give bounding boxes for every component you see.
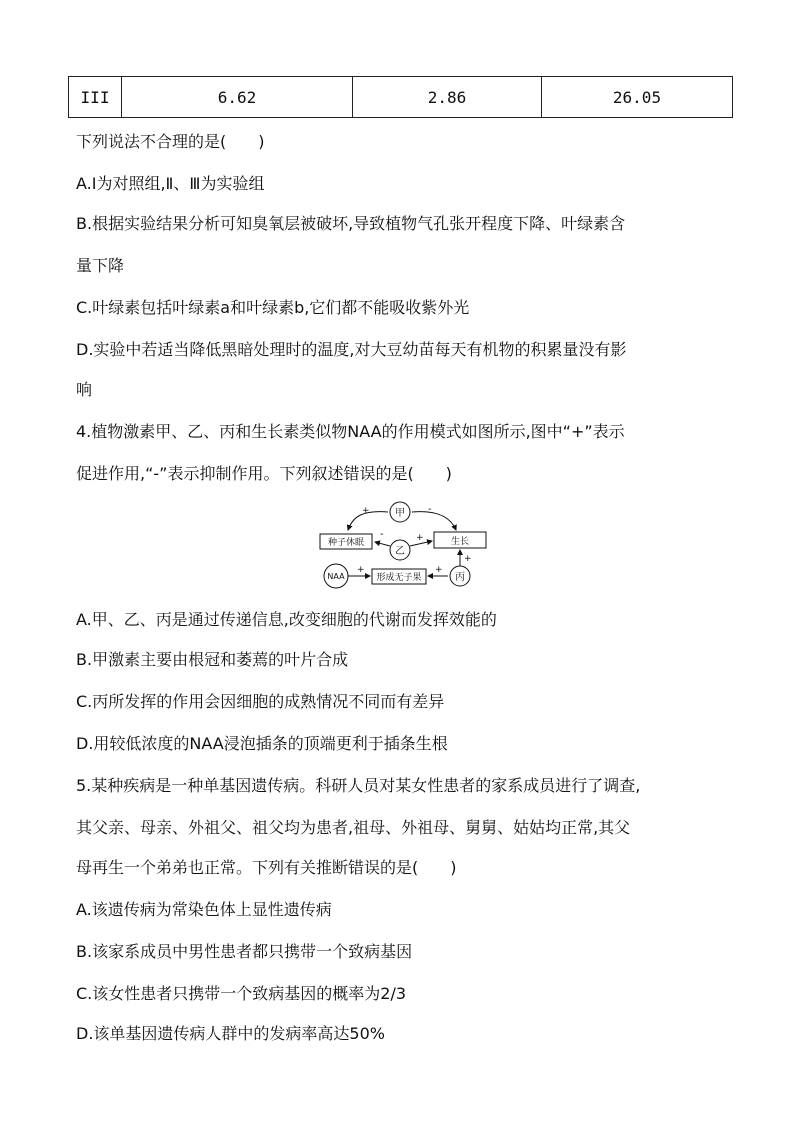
table-row [69, 77, 733, 118]
q5-stem: 5.某种疾病是一种单基因遗传病。科研人员对某女性患者的家系成员进行了调查, [76, 776, 641, 795]
sign-plus: + [416, 533, 424, 543]
table-cell: 2.86 [353, 77, 542, 118]
sign-plus: + [464, 554, 472, 564]
q4-stem-cont: 促进作用,“-”表示抑制作用。下列叙述错误的是( ) [76, 464, 452, 483]
growth-label: 生长 [450, 537, 470, 547]
naa-label: NAA [327, 572, 345, 581]
hormone-diagram [318, 500, 490, 592]
q5-option-a: A.该遗传病为常染色体上显性遗传病 [76, 900, 332, 919]
sign-plus: + [435, 565, 443, 575]
seed-dormancy-label: 种子休眠 [327, 538, 365, 548]
q4-option-c: C.丙所发挥的作用会因细胞的成熟情况不同而有差异 [76, 692, 445, 711]
sign-minus: - [380, 529, 384, 540]
q5-stem-cont: 母再生一个弟弟也正常。下列有关推断错误的是( ) [76, 858, 457, 877]
sign-minus: - [428, 504, 432, 515]
hormone-yi-label: 乙 [395, 546, 405, 557]
hormone-bing-label: 丙 [455, 572, 465, 583]
q4-option-a: A.甲、乙、丙是通过传递信息,改变细胞的代谢而发挥效能的 [76, 610, 497, 629]
arrow-jia-to-growth [412, 512, 456, 530]
q5-option-c: C.该女性患者只携带一个致病基因的概率为2/3 [76, 984, 407, 1003]
q3-stem: 下列说法不合理的是( ) [76, 132, 265, 151]
q3-option-c: C.叶绿素包括叶绿素a和叶绿素b,它们都不能吸收紫外光 [76, 298, 470, 317]
q4-option-b: B.甲激素主要由根冠和萎蔫的叶片合成 [76, 650, 349, 669]
arrow-yi-to-dormancy [375, 542, 390, 546]
q4-stem: 4.植物激素甲、乙、丙和生长素类似物NAA的作用模式如图所示,图中“+”表示 [76, 422, 625, 441]
table-cell: 6.62 [122, 77, 353, 118]
seedless-fruit-label: 形成无子果 [376, 573, 422, 583]
q5-option-b: B.该家系成员中男性患者都只携带一个致病基因 [76, 942, 413, 961]
sign-plus: + [362, 506, 370, 516]
q4-option-d: D.用较低浓度的NAA浸泡插条的顶端更利于插条生根 [76, 734, 448, 753]
q3-option-d: D.实验中若适当降低黑暗处理时的温度,对大豆幼苗每天有机物的积累量没有影 [76, 340, 627, 359]
q3-option-b: B.根据实验结果分析可知臭氧层被破坏,导致植物气孔张开程度下降、叶绿素含 [76, 214, 626, 233]
table-cell: 26.05 [542, 77, 733, 118]
q3-option-b-cont: 量下降 [76, 256, 125, 275]
q5-option-d: D.该单基因遗传病人群中的发病率高达50% [76, 1024, 385, 1043]
sign-plus: + [357, 565, 365, 575]
data-table [68, 76, 733, 118]
table-cell-group: III [69, 77, 122, 118]
hormone-jia-label: 甲 [395, 508, 405, 519]
q3-option-a: A.Ⅰ为对照组,Ⅱ、Ⅲ为实验组 [76, 174, 265, 193]
q3-option-d-cont: 响 [76, 380, 93, 399]
q5-stem-cont: 其父亲、母亲、外祖父、祖父均为患者,祖母、外祖母、舅舅、姑姑均正常,其父 [76, 818, 631, 837]
